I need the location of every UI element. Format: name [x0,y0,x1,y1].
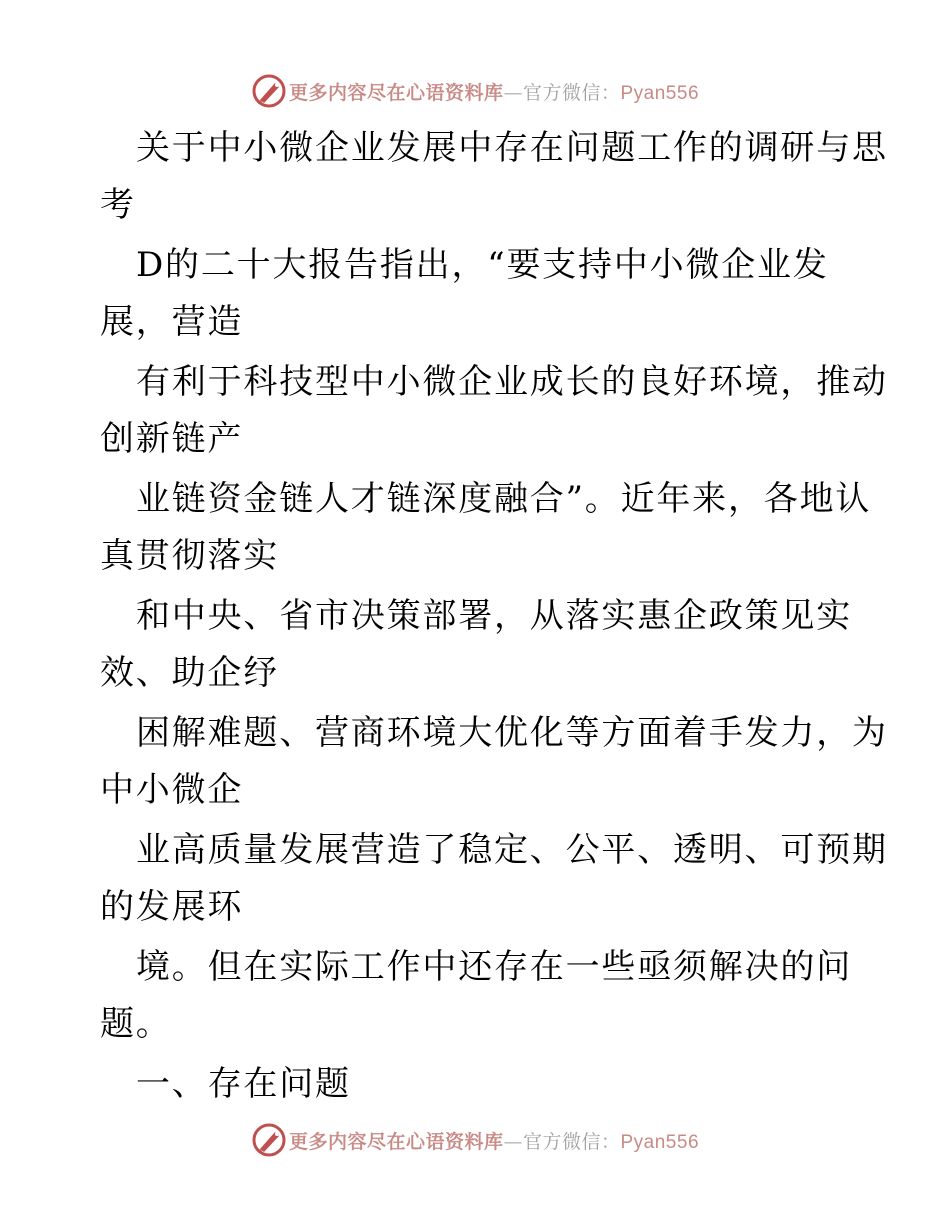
footer-watermark-banner [0,1120,950,1160]
doc-line: 展，营造 [100,302,244,342]
doc-line: 题。 [100,1004,172,1044]
watermark-main-text: 更多内容尽在心语资料库 [288,81,504,104]
doc-line: 境。但在实际工作中还存在一些亟须解决的问 [136,947,852,987]
doc-line: 的发展环 [100,887,244,927]
section-heading: 一、存在问题 [136,1064,351,1104]
watermark-wechat-label: 官方微信： [522,1130,621,1153]
watermark-wechat-id: Pyan556 [620,82,700,104]
doc-line: 有利于科技型中小微企业成长的良好环境，推动 [136,362,888,402]
watermark-wechat-id: Pyan556 [620,1131,700,1153]
pen-logo-icon [251,73,287,109]
doc-title-line-2: 考 [100,185,136,225]
doc-line: 中小微企 [100,770,244,810]
watermark-dash: — [503,1130,523,1153]
doc-line: 和中央、省市决策部署，从落实惠企政策见实 [136,596,852,636]
doc-line: 业高质量发展营造了稳定、公平、透明、可预期 [136,830,888,870]
doc-line: 业链资金链人才链深度融合”。近年来，各地认 [136,479,872,519]
watermark-main-text: 更多内容尽在心语资料库 [288,1130,504,1153]
pen-logo-icon [251,1122,287,1158]
watermark-dash: — [503,81,523,104]
watermark-wechat-label: 官方微信： [522,81,621,104]
doc-line: 困解难题、营商环境大优化等方面着手发力，为 [136,713,888,753]
doc-title-line-1: 关于中小微企业发展中存在问题工作的调研与思 [136,128,888,168]
doc-line: 创新链产 [100,419,244,459]
doc-line: 真贯彻落实 [100,536,279,576]
doc-line: 效、助企纾 [100,653,279,693]
header-watermark-banner [0,71,950,111]
doc-line: D的二十大报告指出，“要支持中小微企业发 [136,245,829,285]
